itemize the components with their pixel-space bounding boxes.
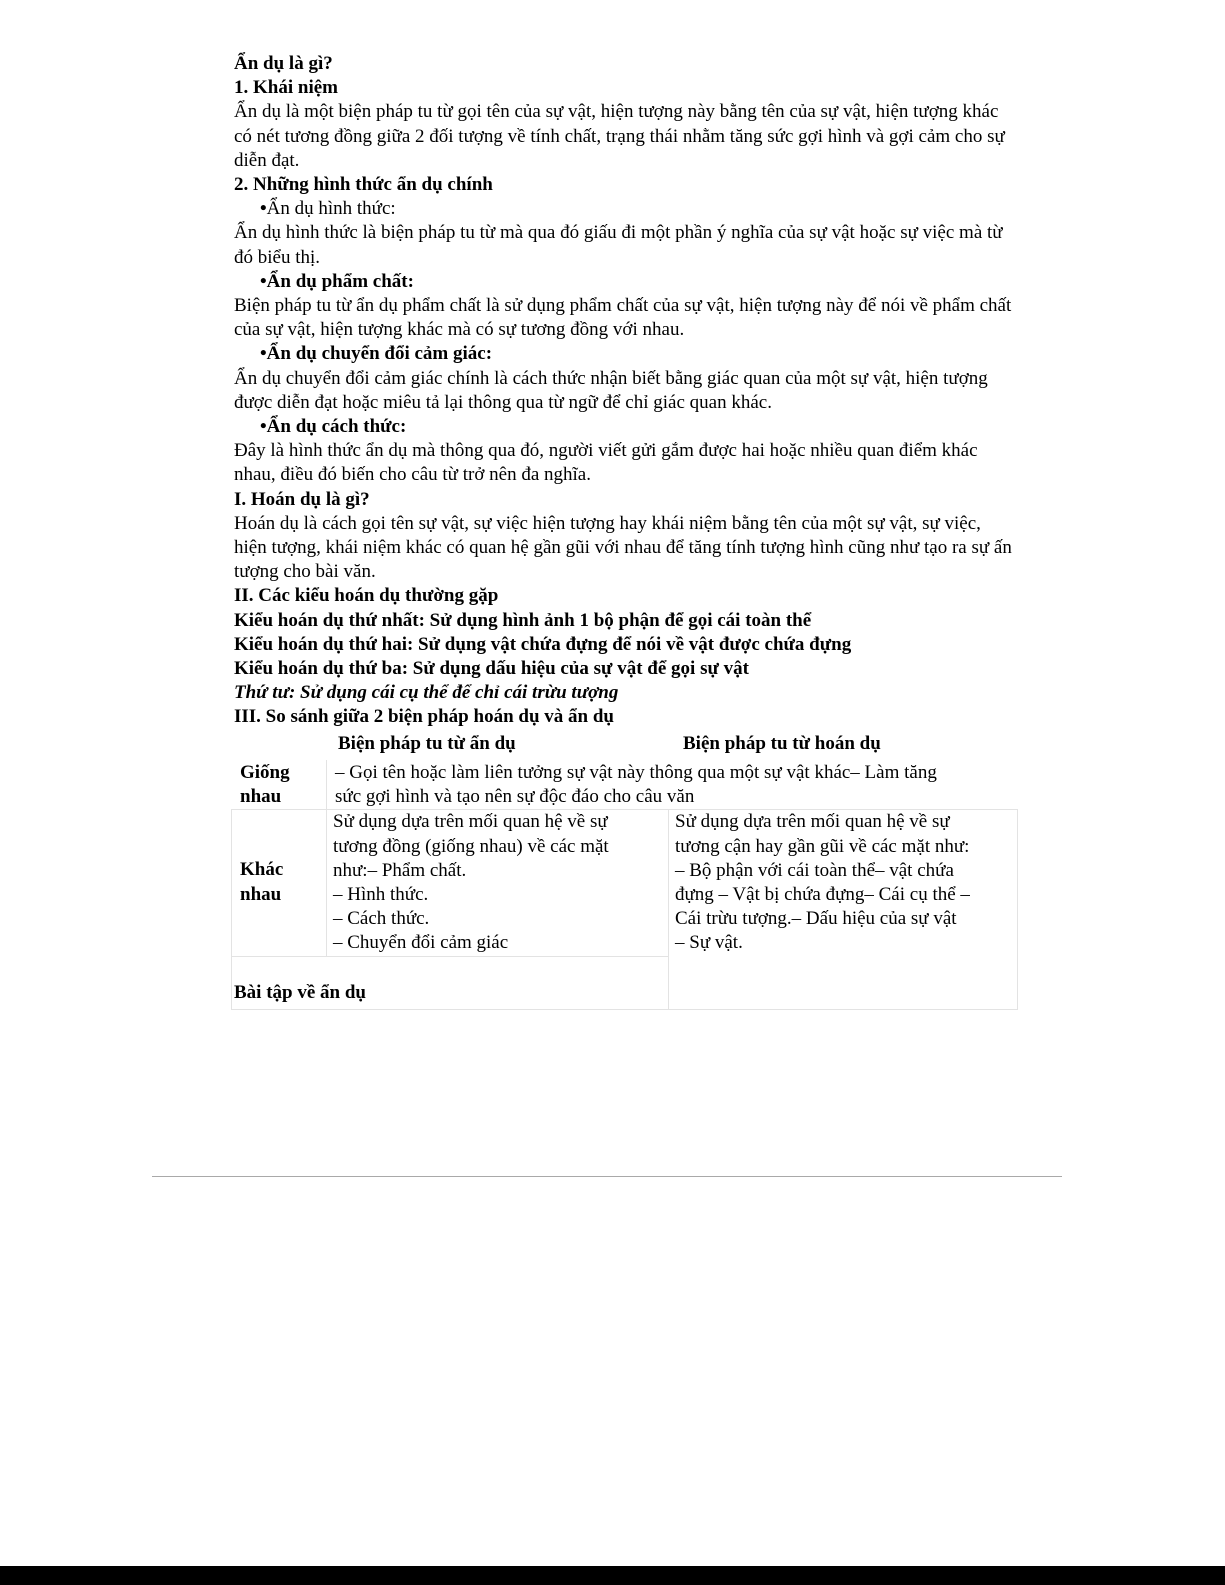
form-3-name: Ẩn dụ chuyển đổi cảm giác:: [266, 343, 493, 365]
column-header-an-du: Biện pháp tu từ ẩn dụ: [338, 732, 516, 754]
form-2-name: Ẩn dụ phẩm chất:: [266, 270, 414, 292]
type-4: Thứ tư: Sử dụng cái cụ thể để chỉ cái trừu tượng: [234, 682, 619, 704]
bullet-icon: •: [260, 270, 267, 292]
section-2-heading: 2. Những hình thức ẩn dụ chính: [234, 174, 493, 196]
hoan-du-heading: I. Hoán dụ là gì?: [234, 488, 370, 510]
list-item: Cái trừu tượng.– Dấu hiệu của sự vật: [675, 908, 957, 930]
form-3-title: [234, 342, 1014, 366]
table-row-diff: [232, 810, 1018, 956]
list-item: Sử dụng dựa trên mối quan hệ về sự: [333, 811, 608, 833]
list-item: đựng – Vật bị chứa đựng– Cái cụ thể –: [675, 883, 970, 905]
type-2: Kiểu hoán dụ thứ hai: Sử dụng vật chứa đựng để nói về vật được chứa đựng: [234, 633, 852, 655]
hoan-du-diff-cell: [669, 810, 1018, 1009]
form-2-title: [234, 270, 1014, 294]
list-item: – Bộ phận với cái toàn thể– vật chứa: [675, 859, 954, 881]
bullet-icon: •: [260, 343, 267, 365]
exercise-heading: Bài tập về ẩn dụ: [232, 956, 669, 1009]
section-1-text: Ẩn dụ là một biện pháp tu từ gọi tên của sự vật, hiện tượng này bằng tên của sự vật, hiện tượng khác có nét tương đồng giữa 2 đối tượng về tính chất, trạng thái nhằm tăng sức gợi hình và gợi cảm cho sự diễn đạt.: [234, 101, 1005, 171]
form-1-title: [234, 197, 1014, 221]
list-item: – Sự vật.: [675, 932, 743, 954]
same-label-line-1: Giống: [240, 761, 290, 783]
compare-heading: III. So sánh giữa 2 biện pháp hoán dụ và ẩn dụ: [234, 706, 614, 728]
form-4-name: Ẩn dụ cách thức:: [266, 416, 407, 438]
form-4-desc: Đây là hình thức ẩn dụ mà thông qua đó, người viết gửi gắm được hai hoặc nhiều quan điểm khác nhau, điều đó biến cho câu từ trở nên đa nghĩa.: [234, 440, 978, 486]
same-label-line-2: nhau: [240, 786, 282, 808]
hoan-du-text: Hoán dụ là cách gọi tên sự vật, sự việc hiện tượng hay khái niệm bằng tên của một sự vật, sự việc, hiện tượng, khái niệm khác có quan hệ gần gũi với nhau để tăng tính tượng hình cũng như tạo ra sự ấn tượng cho bài văn.: [234, 512, 1012, 583]
type-1: Kiểu hoán dụ thứ nhất: Sử dụng hình ảnh 1 bộ phận để gọi cái toàn thể: [234, 609, 812, 631]
bottom-bar: [0, 1566, 1225, 1585]
doc-title: Ẩn dụ là gì?: [234, 53, 333, 74]
compare-column-headers: [234, 732, 1014, 756]
diff-label-line-2: nhau: [240, 883, 282, 905]
list-item: – Hình thức.: [333, 883, 429, 905]
form-1-name: Ẩn dụ hình thức:: [266, 198, 396, 220]
form-4-title: [234, 415, 1014, 439]
list-item: – Chuyển đổi cảm giác: [333, 932, 509, 954]
list-item: tương cận hay gần gũi về các mặt như:: [675, 835, 970, 857]
form-3-desc: Ẩn dụ chuyển đổi cảm giác chính là cách thức nhận biết bằng giác quan của một sự vật, hiện tượng được diễn đạt hoặc miêu tả lại thông qua từ ngữ để chỉ giác quan khác.: [234, 367, 988, 413]
diff-label-line-1: Khác: [240, 859, 284, 881]
column-header-hoan-du: Biện pháp tu từ hoán dụ: [683, 732, 881, 754]
hoan-du-types-heading: II. Các kiểu hoán dụ thường gặp: [234, 585, 499, 607]
list-item: – Cách thức.: [333, 908, 430, 930]
bullet-icon: •: [260, 416, 267, 438]
page-divider: [152, 1176, 1062, 1177]
document-body: [234, 52, 1014, 1010]
type-3: Kiểu hoán dụ thứ ba: Sử dụng dấu hiệu của sự vật để gọi sự vật: [234, 658, 749, 680]
list-item: tương đồng (giống nhau) về các mặt: [333, 835, 609, 857]
list-item: như:– Phẩm chất.: [333, 859, 467, 881]
compare-table: [231, 760, 1018, 1010]
same-label-cell: [232, 760, 327, 809]
same-line-1: – Gọi tên hoặc làm liên tưởng sự vật này thông qua một sự vật khác– Làm tăng: [335, 761, 937, 783]
section-1-heading: 1. Khái niệm: [234, 77, 338, 99]
same-line-2: sức gợi hình và tạo nên sự độc đáo cho câu văn: [335, 786, 695, 808]
same-content-cell: [327, 760, 1018, 809]
form-1-desc: Ẩn dụ hình thức là biện pháp tu từ mà qua đó giấu đi một phần ý nghĩa của sự vật hoặc sự việc mà từ đó biểu thị.: [234, 222, 1003, 268]
list-item: Sử dụng dựa trên mối quan hệ về sự: [675, 811, 950, 833]
diff-label-cell: [232, 810, 327, 956]
an-du-diff-cell: [327, 810, 669, 956]
bullet-icon: •: [260, 198, 267, 220]
table-row-same: [232, 760, 1018, 809]
form-2-desc: Biện pháp tu từ ẩn dụ phẩm chất là sử dụng phẩm chất của sự vật, hiện tượng này để nói về phẩm chất của sự vật, hiện tượng khác mà có sự tương đồng với nhau.: [234, 295, 1012, 341]
